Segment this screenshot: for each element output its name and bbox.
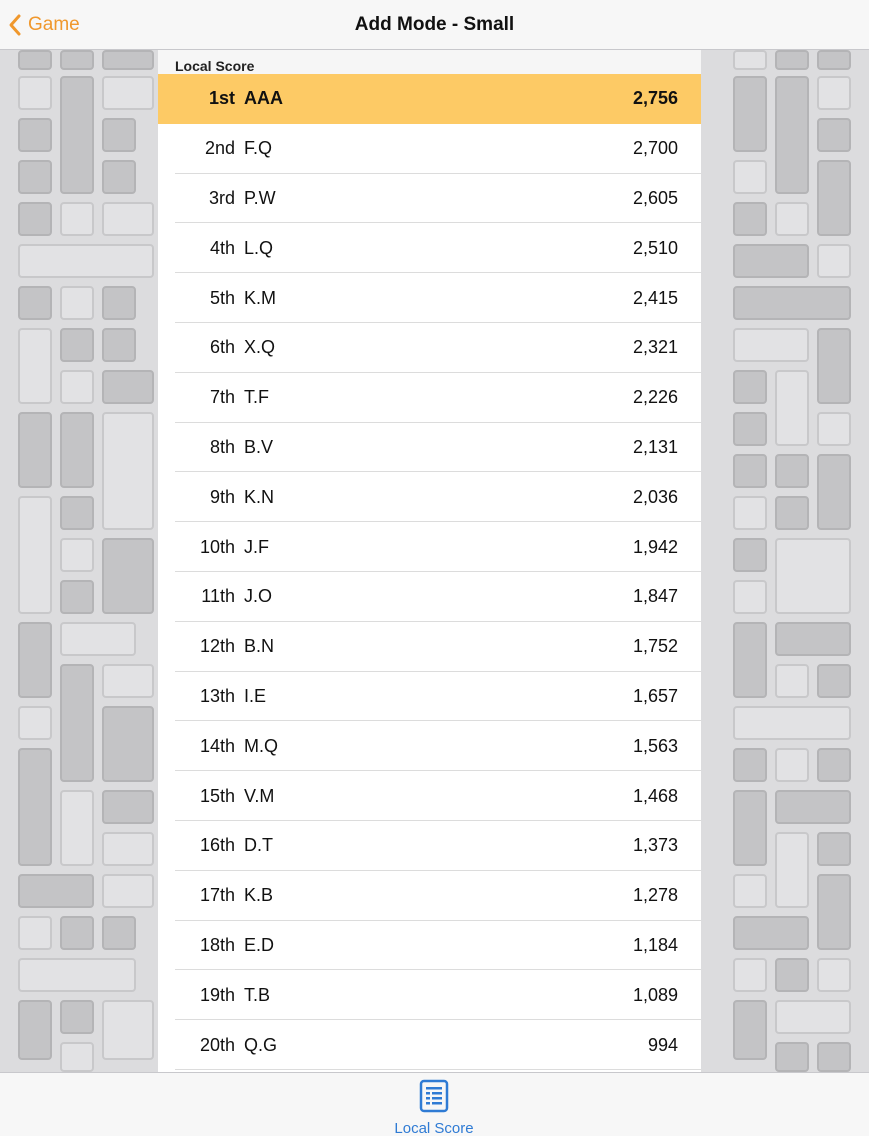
rank-label: 3rd	[208, 187, 235, 208]
table-row[interactable]	[158, 721, 701, 771]
score-value: 1,373	[632, 835, 678, 856]
player-name: X.Q	[244, 337, 276, 358]
tab-bar	[0, 1072, 869, 1136]
score-value: 1,657	[632, 685, 678, 706]
table-row[interactable]	[158, 472, 701, 522]
score-value: 2,321	[632, 337, 678, 358]
score-value: 2,756	[632, 88, 678, 109]
player-name: I.E	[244, 685, 267, 706]
score-value: 1,184	[632, 934, 678, 955]
score-value: 1,278	[632, 885, 678, 906]
rank-label: 10th	[199, 536, 235, 557]
rank-label: 16th	[199, 835, 235, 856]
rank-label: 6th	[209, 337, 235, 358]
table-row[interactable]	[158, 373, 701, 423]
table-row[interactable]	[158, 572, 701, 622]
back-button[interactable]	[8, 0, 80, 50]
score-value: 1,942	[632, 536, 678, 557]
player-name: K.M	[244, 287, 277, 308]
player-name: AAA	[244, 88, 283, 109]
back-button-label: Game	[28, 14, 80, 35]
tab-local-score[interactable]	[384, 1073, 484, 1136]
table-row[interactable]	[158, 821, 701, 871]
score-list[interactable]	[158, 50, 701, 1072]
rank-label: 5th	[209, 287, 235, 308]
table-row[interactable]	[158, 871, 701, 921]
rank-label: 11th	[201, 586, 235, 607]
table-row[interactable]	[158, 423, 701, 473]
score-value: 2,510	[632, 237, 678, 258]
table-row[interactable]	[158, 672, 701, 722]
player-name: M.Q	[244, 735, 278, 756]
table-row[interactable]	[158, 124, 701, 174]
player-name: P.W	[244, 187, 276, 208]
rank-label: 12th	[199, 636, 235, 657]
score-value: 2,605	[632, 187, 678, 208]
player-name: E.D	[244, 934, 275, 955]
player-name: K.B	[244, 885, 274, 906]
score-value: 994	[647, 1034, 678, 1055]
rank-label: 15th	[199, 785, 235, 806]
player-name: T.F	[244, 387, 269, 408]
player-name: T.B	[244, 984, 271, 1005]
table-row[interactable]	[158, 970, 701, 1020]
rank-label: 8th	[209, 436, 235, 457]
rank-label: 14th	[199, 735, 235, 756]
score-value: 1,752	[632, 636, 678, 657]
player-name: F.Q	[244, 138, 273, 159]
table-row[interactable]	[158, 622, 701, 672]
player-name: B.N	[244, 636, 275, 657]
rank-label: 20th	[199, 1034, 235, 1055]
score-value: 1,089	[632, 984, 678, 1005]
score-value: 1,468	[632, 785, 678, 806]
table-row[interactable]	[158, 522, 701, 572]
table-row[interactable]	[158, 273, 701, 323]
document-list-icon	[419, 1079, 449, 1118]
tab-local-score-label: Local Score	[394, 1120, 474, 1136]
player-name: B.V	[244, 436, 274, 457]
section-header-local-score: Local Score	[158, 50, 701, 74]
chevron-left-icon	[8, 13, 22, 37]
score-value: 2,415	[632, 287, 678, 308]
rank-label: 1st	[208, 88, 235, 109]
table-row[interactable]	[158, 74, 701, 124]
rank-label: 7th	[209, 387, 235, 408]
table-row[interactable]	[158, 771, 701, 821]
score-value: 2,131	[632, 436, 678, 457]
navigation-bar	[0, 0, 869, 50]
score-value: 2,226	[632, 387, 678, 408]
player-name: D.T	[244, 835, 273, 856]
player-name: L.Q	[244, 237, 274, 258]
score-value: 2,036	[632, 486, 678, 507]
rank-label: 4th	[209, 237, 235, 258]
player-name: V.M	[244, 785, 275, 806]
player-name: J.F	[244, 536, 269, 557]
rank-label: 13th	[199, 685, 235, 706]
table-row[interactable]	[158, 1020, 701, 1070]
score-value: 1,563	[632, 735, 678, 756]
rank-label: 2nd	[204, 138, 235, 159]
score-value: 1,847	[632, 586, 678, 607]
table-row[interactable]	[158, 223, 701, 273]
rank-label: 9th	[209, 486, 235, 507]
player-name: K.N	[244, 486, 275, 507]
rank-label: 19th	[199, 984, 235, 1005]
table-row[interactable]	[158, 174, 701, 224]
table-row[interactable]	[158, 323, 701, 373]
table-row[interactable]	[158, 921, 701, 971]
rank-label: 17th	[199, 885, 235, 906]
score-value: 2,700	[632, 138, 678, 159]
page-title: Add Mode - Small	[354, 14, 515, 35]
rank-label: 18th	[199, 934, 235, 955]
player-name: Q.G	[244, 1034, 278, 1055]
player-name: J.O	[244, 586, 273, 607]
